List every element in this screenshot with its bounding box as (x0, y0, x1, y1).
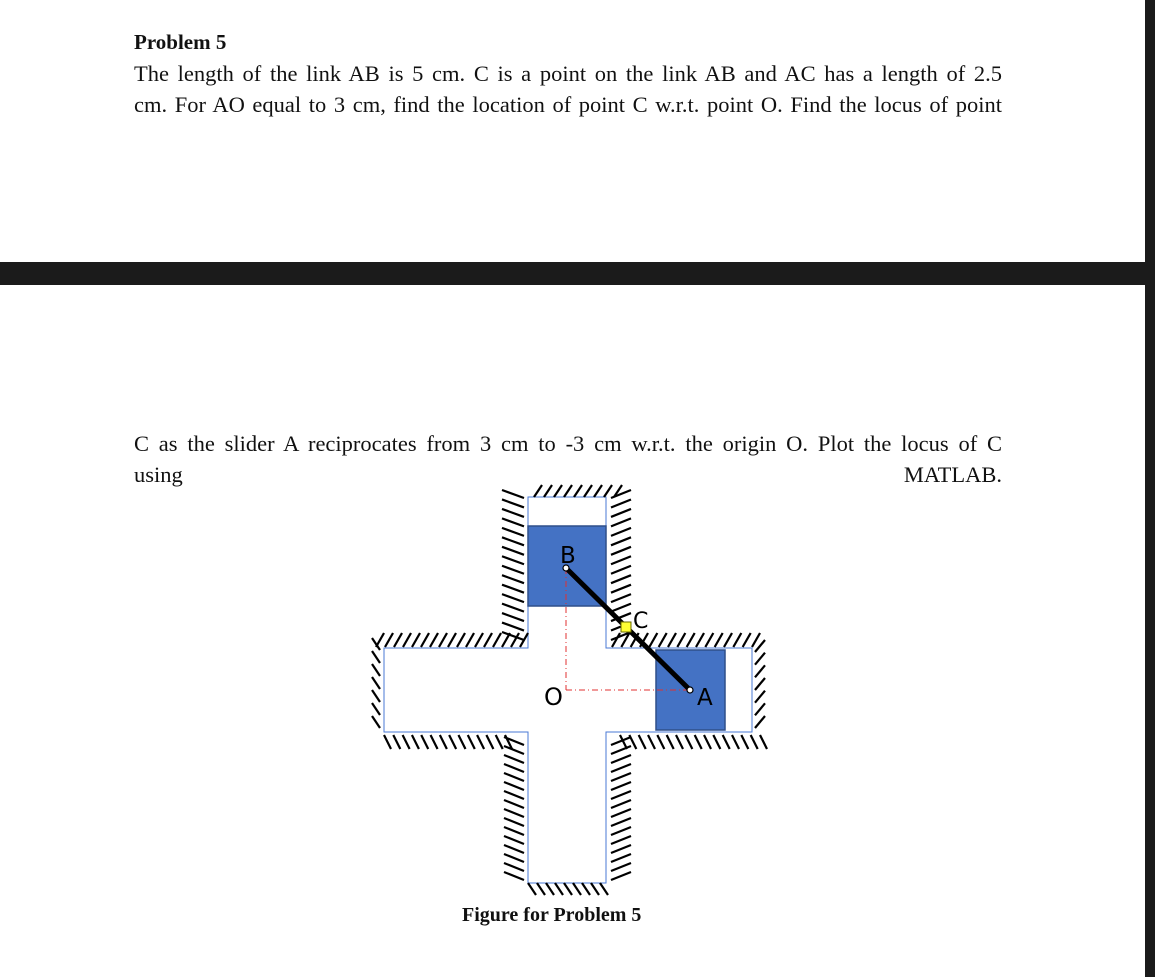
hatch-mark (554, 485, 562, 497)
hatch-mark (504, 791, 524, 799)
hatch-mark (502, 585, 524, 593)
label-o: O (544, 683, 563, 711)
hatch-mark (755, 678, 765, 690)
hatch-mark (502, 594, 524, 602)
hatch-mark (502, 509, 524, 517)
hatch-mark (502, 604, 524, 612)
hatch-mark (732, 735, 739, 749)
hatch-mark (502, 537, 524, 545)
hatch-right-end-wall (755, 640, 765, 728)
problem-title: Problem 5 (134, 30, 227, 54)
hatch-mark (715, 633, 723, 647)
hatch-mark (528, 883, 536, 895)
hatch-mark (611, 566, 631, 574)
hatch-mark (611, 809, 631, 817)
hatch-mark (477, 735, 484, 749)
hatch-vertical-left-lower (504, 737, 524, 880)
hatch-mark (755, 691, 765, 703)
hatch-mark (611, 518, 631, 526)
hatch-mark (537, 883, 545, 895)
hatch-mark (696, 633, 704, 647)
hatch-mark (439, 633, 447, 647)
hatch-mark (504, 764, 524, 772)
hatch-vertical-left-upper (502, 490, 524, 640)
hatch-mark (504, 818, 524, 826)
hatch-mark (611, 585, 631, 593)
hatch-mark (611, 575, 631, 583)
hatch-mark (449, 735, 456, 749)
hatch-mark (412, 633, 420, 647)
hatch-mark (372, 690, 380, 702)
statement-line-2: cm. For AO equal to 3 cm, find the location of point C w.r.t. point O. Find the locus of point (134, 92, 1002, 117)
hatch-mark (611, 755, 631, 763)
hatch-mark (668, 633, 676, 647)
hatch-mark (724, 633, 732, 647)
hatch-mark (466, 633, 474, 647)
hatch-mark (611, 556, 631, 564)
hatch-mark (555, 883, 563, 895)
hatch-mark (458, 735, 465, 749)
hatch-mark (667, 735, 674, 749)
hatch-mark (611, 827, 631, 835)
hatch-mark (403, 735, 410, 749)
hatch-mark (582, 883, 590, 895)
hatch-mark (611, 845, 631, 853)
hatch-mark (384, 735, 391, 749)
hatch-mark (504, 773, 524, 781)
hatch-mark (676, 735, 683, 749)
hatch-mark (502, 490, 524, 498)
hatch-mark (743, 633, 751, 647)
hatch-mark (502, 613, 524, 621)
hatch-mark (760, 735, 767, 749)
hatch-mark (504, 800, 524, 808)
hatch-mark (502, 499, 524, 507)
hatch-top-wall (534, 485, 622, 497)
hatch-mark (421, 735, 428, 749)
hatch-mark (648, 735, 655, 749)
hatch-mark (611, 746, 631, 754)
hatch-mark (475, 633, 483, 647)
point-c-marker (621, 622, 631, 632)
hatch-lower-right-wall (620, 735, 767, 749)
hatch-mark (677, 633, 685, 647)
hatch-mark (657, 735, 664, 749)
hatch-mark (649, 633, 657, 647)
hatch-mark (685, 735, 692, 749)
hatch-mark (502, 566, 524, 574)
hatch-mark (372, 703, 380, 715)
hatch-mark (611, 773, 631, 781)
hatch-mark (611, 872, 631, 880)
hatch-mark (604, 485, 612, 497)
hatch-mark (493, 633, 501, 647)
hatch-lower-left-wall (384, 735, 512, 749)
hatch-mark (659, 633, 667, 647)
label-a: A (697, 685, 713, 711)
hatch-mark (544, 485, 552, 497)
hatch-mark (573, 883, 581, 895)
hatch-mark (496, 735, 503, 749)
hatch-mark (372, 716, 380, 728)
hatch-mark (611, 863, 631, 871)
hatch-mark (755, 653, 765, 665)
hatch-mark (611, 537, 631, 545)
hatch-mark (611, 604, 631, 612)
hatch-mark (611, 836, 631, 844)
hatch-mark (574, 485, 582, 497)
hatch-mark (695, 735, 702, 749)
hatch-mark (611, 800, 631, 808)
hatch-mark (611, 791, 631, 799)
hatch-mark (733, 633, 741, 647)
hatch-mark (504, 809, 524, 817)
hatch-mark (502, 518, 524, 526)
hatch-mark (584, 485, 592, 497)
hatch-mark (440, 735, 447, 749)
hatch-mark (611, 547, 631, 555)
hatch-mark (393, 735, 400, 749)
hatch-mark (431, 735, 438, 749)
hatch-bottom-wall (528, 883, 608, 895)
hatch-mark (504, 863, 524, 871)
hatch-mark (723, 735, 730, 749)
statement-line-4: using MATLAB. (134, 462, 1002, 487)
hatch-mark (611, 499, 631, 507)
hatch-left-end-wall (372, 638, 380, 728)
hatch-mark (502, 575, 524, 583)
hatch-mark (600, 883, 608, 895)
hatch-mark (504, 845, 524, 853)
hatch-mark (611, 528, 631, 536)
hatch-mark (752, 633, 760, 647)
hatch-mark (594, 485, 602, 497)
hatch-mark (534, 485, 542, 497)
hatch-mark (611, 764, 631, 772)
hatch-mark (502, 632, 524, 640)
hatch-mark (430, 633, 438, 647)
hatch-mark (504, 746, 524, 754)
hatch-mark (468, 735, 475, 749)
hatch-mark (687, 633, 695, 647)
figure-caption: Figure for Problem 5 (462, 904, 642, 926)
hatch-mark (751, 735, 758, 749)
hatch-mark (564, 883, 572, 895)
hatch-mark (372, 651, 380, 663)
hatch-mark (705, 633, 713, 647)
hatch-mark (412, 735, 419, 749)
hatch-mark (755, 703, 765, 715)
hatch-upper-left-wall (376, 633, 528, 647)
hatch-mark (611, 490, 631, 498)
hatch-mark (611, 818, 631, 826)
hatch-mark (504, 836, 524, 844)
joint-a (687, 687, 693, 693)
hatch-mark (502, 623, 524, 631)
hatch-mark (611, 782, 631, 790)
hatch-mark (372, 677, 380, 689)
hatch-mark (741, 735, 748, 749)
hatch-mark (639, 735, 646, 749)
hatch-mark (611, 854, 631, 862)
hatch-mark (755, 665, 765, 677)
hatch-mark (421, 633, 429, 647)
statement-line-3: C as the slider A reciprocates from 3 cm to -3 cm w.r.t. the origin O. Plot the locus of C (134, 431, 1002, 456)
hatch-mark (704, 735, 711, 749)
hatch-mark (504, 827, 524, 835)
hatch-mark (457, 633, 465, 647)
hatch-mark (484, 633, 492, 647)
hatch-mark (394, 633, 402, 647)
hatch-mark (385, 633, 393, 647)
hatch-mark (502, 547, 524, 555)
hatch-mark (755, 640, 765, 652)
hatch-mark (591, 883, 599, 895)
hatch-mark (486, 735, 493, 749)
statement-line-1: The length of the link AB is 5 cm. C is a point on the link AB and AC has a length of 2.5 (134, 61, 1002, 86)
hatch-vertical-right-lower (611, 737, 631, 880)
hatch-mark (611, 509, 631, 517)
hatch-mark (502, 528, 524, 536)
hatch-mark (504, 872, 524, 880)
hatch-mark (403, 633, 411, 647)
hatch-mark (546, 883, 554, 895)
hatch-mark (713, 735, 720, 749)
hatch-mark (564, 485, 572, 497)
hatch-mark (504, 854, 524, 862)
hatch-mark (448, 633, 456, 647)
hatch-mark (504, 782, 524, 790)
label-c: C (633, 609, 649, 634)
hatch-mark (611, 594, 631, 602)
hatch-mark (502, 556, 524, 564)
hatch-mark (372, 664, 380, 676)
label-b: B (560, 543, 576, 569)
hatch-mark (755, 716, 765, 728)
hatch-mark (504, 755, 524, 763)
